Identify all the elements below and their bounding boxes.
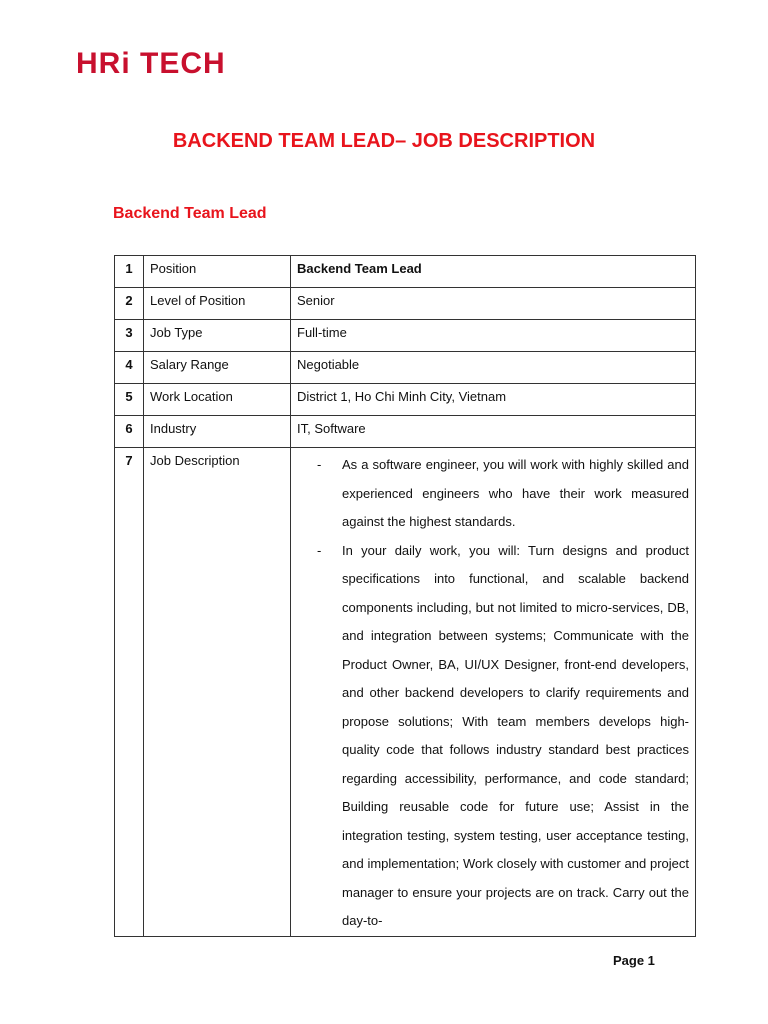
row-number: 6 [115, 416, 144, 448]
row-number: 7 [115, 448, 144, 937]
row-value: District 1, Ho Chi Minh City, Vietnam [291, 384, 696, 416]
list-item-text: In your daily work, you will: Turn designs and product specifications into functional, and scalable backend components including, but not limited to micro-services, DB, and integration between systems; Communicate with the Product Owner, BA, UI/UX Designer, front-end developers, and other backend developers to clarify requirements and propose solutions; With team members develops high-quality code that follows industry standard best practices regarding accessibility, performance, and code standard; Building reusable code for future use; Assist in the integration testing, system testing, user acceptance testing, and implementation; Work closely with customer and project manager to ensure your projects are on track. Carry out the day-to- [342, 542, 689, 928]
document-title: BACKEND TEAM LEAD– JOB DESCRIPTION [172, 130, 596, 152]
row-number: 1 [115, 256, 144, 288]
table-row [115, 416, 696, 448]
table-row [115, 352, 696, 384]
page-number: Page 1 [613, 953, 655, 968]
section-heading: Backend Team Lead [113, 205, 267, 222]
row-label: Salary Range [144, 352, 291, 384]
row-number: 2 [115, 288, 144, 320]
row-label: Job Description [144, 448, 291, 937]
row-value: Senior [291, 288, 696, 320]
job-info-table [114, 255, 696, 937]
bullet-dash: - [317, 457, 322, 472]
row-value: IT, Software [291, 416, 696, 448]
table-row [115, 384, 696, 416]
row-value: Full-time [291, 320, 696, 352]
job-description-cell [291, 448, 696, 937]
table-row [115, 256, 696, 288]
row-number: 4 [115, 352, 144, 384]
table-row [115, 320, 696, 352]
company-logo: HRi TECH [76, 47, 226, 80]
job-description-list [297, 451, 689, 936]
row-number: 5 [115, 384, 144, 416]
list-item [297, 451, 689, 537]
row-label: Job Type [144, 320, 291, 352]
row-label: Work Location [144, 384, 291, 416]
row-value: Backend Team Lead [291, 256, 696, 288]
row-label: Industry [144, 416, 291, 448]
row-number: 3 [115, 320, 144, 352]
list-item-text: As a software engineer, you will work with highly skilled and experienced engineers who have their work measured against the highest standards. [342, 457, 689, 529]
table-row [115, 448, 696, 937]
bullet-dash: - [317, 542, 322, 558]
row-value: Negotiable [291, 352, 696, 384]
row-label: Position [144, 256, 291, 288]
row-label: Level of Position [144, 288, 291, 320]
table-row [115, 288, 696, 320]
list-item [297, 537, 689, 936]
